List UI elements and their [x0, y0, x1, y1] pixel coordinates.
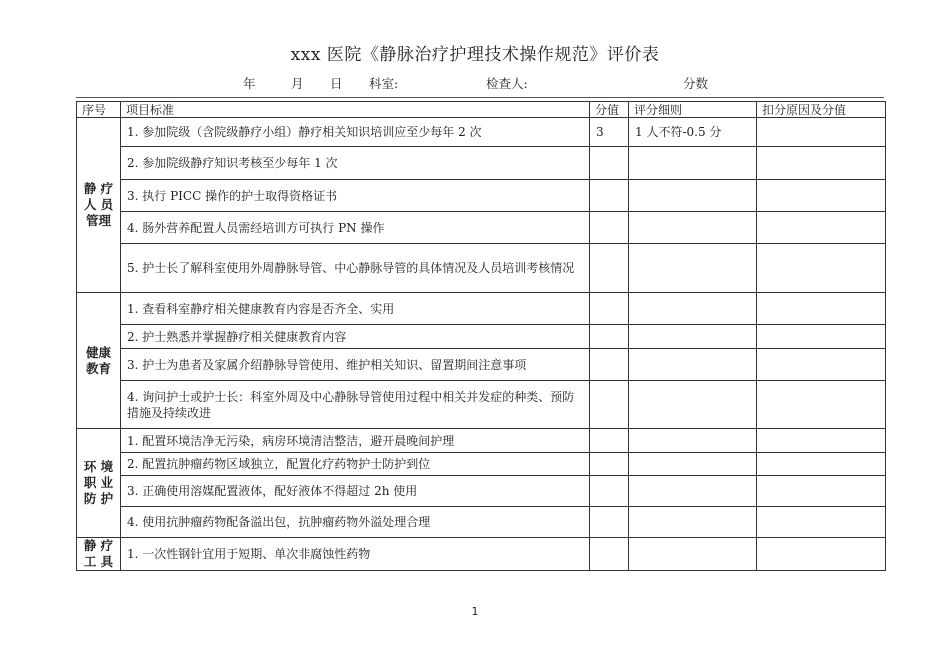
- table-row: [77, 244, 886, 293]
- item-score: [590, 293, 629, 325]
- item-deduction[interactable]: [757, 293, 886, 325]
- item-rule: [629, 325, 757, 349]
- table-row: [77, 453, 886, 476]
- item-standard: 1. 查看科室静疗相关健康教育内容是否齐全、实用: [121, 293, 590, 325]
- item-deduction[interactable]: [757, 538, 886, 571]
- col-header-standard: 项目标准: [121, 102, 590, 118]
- item-score: [590, 325, 629, 349]
- form-subheader: [0, 74, 950, 92]
- item-standard: 3. 执行 PICC 操作的护士取得资格证书: [121, 180, 590, 212]
- item-rule: [629, 293, 757, 325]
- item-standard: 2. 参加院级静疗知识考核至少每年 1 次: [121, 147, 590, 180]
- item-score: [590, 538, 629, 571]
- item-score: [590, 507, 629, 538]
- item-rule: [629, 349, 757, 381]
- table-row: [77, 507, 886, 538]
- item-rule: [629, 429, 757, 453]
- col-header-rules: 评分细则: [629, 102, 757, 118]
- table-row: [77, 381, 886, 429]
- item-rule: [629, 381, 757, 429]
- table-row: [77, 429, 886, 453]
- day-label: 日: [330, 76, 343, 91]
- item-score: [590, 476, 629, 507]
- category-cell: 环 境 职 业 防 护: [77, 429, 121, 538]
- table-row: [77, 212, 886, 244]
- table-row: [77, 349, 886, 381]
- table-row: [77, 147, 886, 180]
- item-rule: [629, 180, 757, 212]
- item-rule: [629, 507, 757, 538]
- category-cell: 静 疗 人 员 管理: [77, 118, 121, 293]
- item-rule: 1 人不符-0.5 分: [629, 118, 757, 147]
- item-score: [590, 429, 629, 453]
- item-standard: 3. 正确使用溶媒配置液体，配好液体不得超过 2h 使用: [121, 476, 590, 507]
- table-row: [77, 325, 886, 349]
- page-title: xxx 医院《静脉治疗护理技术操作规范》评价表: [290, 45, 660, 65]
- item-standard: 2. 护士熟悉并掌握静疗相关健康教育内容: [121, 325, 590, 349]
- evaluation-table: [76, 101, 886, 571]
- table-row: [77, 180, 886, 212]
- item-deduction[interactable]: [757, 507, 886, 538]
- item-deduction[interactable]: [757, 325, 886, 349]
- table-row: [77, 538, 886, 571]
- item-deduction[interactable]: [757, 244, 886, 293]
- item-score: [590, 244, 629, 293]
- item-rule: [629, 212, 757, 244]
- col-header-deduction: 扣分原因及分值: [757, 102, 886, 118]
- page-number: 1: [471, 605, 479, 618]
- score-label: 分数: [683, 76, 709, 91]
- item-rule: [629, 147, 757, 180]
- col-header-no: 序号: [77, 102, 121, 118]
- item-standard: 3. 护士为患者及家属介绍静脉导管使用、维护相关知识、留置期间注意事项: [121, 349, 590, 381]
- item-score: [590, 349, 629, 381]
- col-header-score: 分值: [590, 102, 629, 118]
- category-cell: 静 疗 工 具: [77, 538, 121, 571]
- department-label: 科室:: [369, 76, 399, 91]
- item-deduction[interactable]: [757, 429, 886, 453]
- item-score: [590, 453, 629, 476]
- item-deduction[interactable]: [757, 180, 886, 212]
- item-deduction[interactable]: [757, 147, 886, 180]
- item-standard: 4. 使用抗肿瘤药物配备溢出包，抗肿瘤药物外溢处理合理: [121, 507, 590, 538]
- item-rule: [629, 244, 757, 293]
- category-cell: 健康 教育: [77, 293, 121, 429]
- item-deduction[interactable]: [757, 453, 886, 476]
- item-score: 3: [590, 118, 629, 147]
- item-standard: 1. 配置环境洁净无污染，病房环境清洁整洁，避开晨晚间护理: [121, 429, 590, 453]
- month-label: 月: [291, 76, 304, 91]
- item-standard: 1. 参加院级（含院级静疗小组）静疗相关知识培训应至少每年 2 次: [121, 118, 590, 147]
- inspector-label: 检查人:: [486, 76, 528, 91]
- item-score: [590, 147, 629, 180]
- item-standard: 5. 护士长了解科室使用外周静脉导管、中心静脉导管的具体情况及人员培训考核情况: [121, 244, 590, 293]
- item-deduction[interactable]: [757, 349, 886, 381]
- item-score: [590, 212, 629, 244]
- item-standard: 2. 配置抗肿瘤药物区域独立，配置化疗药物护士防护到位: [121, 453, 590, 476]
- item-score: [590, 381, 629, 429]
- item-deduction[interactable]: [757, 212, 886, 244]
- item-rule: [629, 476, 757, 507]
- table-row: [77, 476, 886, 507]
- item-score: [590, 180, 629, 212]
- item-standard: 4. 肠外营养配置人员需经培训方可执行 PN 操作: [121, 212, 590, 244]
- year-label: 年: [243, 76, 256, 91]
- header-divider: [76, 97, 884, 98]
- item-deduction[interactable]: [757, 476, 886, 507]
- item-rule: [629, 538, 757, 571]
- table-row: [77, 293, 886, 325]
- item-standard: 1. 一次性钢针宜用于短期、单次非腐蚀性药物: [121, 538, 590, 571]
- item-rule: [629, 453, 757, 476]
- item-deduction[interactable]: [757, 118, 886, 147]
- item-standard: 4. 询问护士或护士长：科室外周及中心静脉导管使用过程中相关并发症的种类、预防措施及持续改进: [121, 381, 590, 429]
- table-header-row: [77, 102, 886, 118]
- table-row: [77, 118, 886, 147]
- item-deduction[interactable]: [757, 381, 886, 429]
